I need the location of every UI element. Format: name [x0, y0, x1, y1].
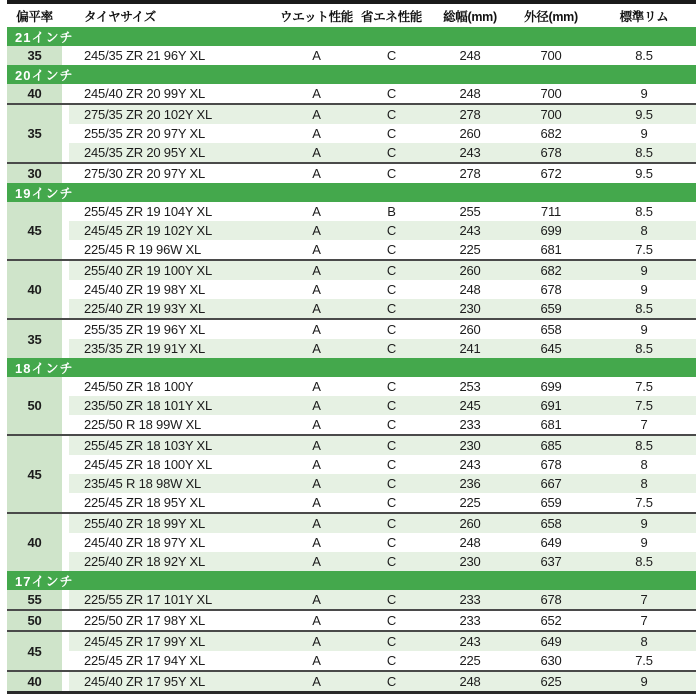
rim-width-cell: 8: [592, 221, 696, 240]
table-row: [7, 124, 696, 143]
overall-width-cell: 233: [430, 415, 510, 435]
overall-width-cell: 248: [430, 84, 510, 104]
aspect-ratio-cell: 55: [7, 590, 62, 610]
table-row: [7, 493, 696, 513]
overall-width-cell: 248: [430, 46, 510, 65]
fuel-efficiency-cell: C: [353, 124, 430, 143]
outer-diameter-cell: 700: [510, 104, 592, 124]
rim-width-cell: 8: [592, 455, 696, 474]
outer-diameter-cell: 711: [510, 202, 592, 221]
fuel-efficiency-cell: C: [353, 280, 430, 299]
overall-width-cell: 260: [430, 513, 510, 533]
wet-grip-cell: A: [280, 202, 353, 221]
tire-size-cell: 225/45 ZR 18 95Y XL: [69, 493, 280, 513]
table-row: [7, 610, 696, 631]
column-header-wet-grip: ウエット性能: [280, 9, 353, 24]
section-header-label: 17インチ: [7, 571, 696, 590]
fuel-efficiency-cell: C: [353, 46, 430, 65]
table-row: [7, 651, 696, 671]
outer-diameter-cell: 678: [510, 590, 592, 610]
wet-grip-cell: A: [280, 435, 353, 455]
tire-size-cell: 255/40 ZR 19 100Y XL: [69, 260, 280, 280]
outer-diameter-cell: 672: [510, 163, 592, 183]
outer-diameter-cell: 630: [510, 651, 592, 671]
fuel-efficiency-cell: C: [353, 260, 430, 280]
section-header-row-3: [7, 358, 696, 377]
fuel-efficiency-cell: C: [353, 377, 430, 396]
fuel-efficiency-cell: C: [353, 435, 430, 455]
fuel-efficiency-cell: C: [353, 163, 430, 183]
rim-width-cell: 8.5: [592, 552, 696, 571]
rim-width-cell: 9: [592, 319, 696, 339]
fuel-efficiency-cell: C: [353, 493, 430, 513]
table-row: [7, 455, 696, 474]
outer-diameter-cell: 682: [510, 124, 592, 143]
table-row: [7, 396, 696, 415]
table-row: [7, 590, 696, 610]
overall-width-cell: 248: [430, 280, 510, 299]
tire-size-cell: 255/45 ZR 19 104Y XL: [69, 202, 280, 221]
rim-width-cell: 7.5: [592, 493, 696, 513]
table-row: [7, 84, 696, 104]
overall-width-cell: 260: [430, 319, 510, 339]
column-header-row: [7, 4, 696, 27]
aspect-ratio-cell: 40: [7, 671, 62, 693]
wet-grip-cell: A: [280, 46, 353, 65]
tire-size-cell: 255/40 ZR 18 99Y XL: [69, 513, 280, 533]
wet-grip-cell: A: [280, 590, 353, 610]
wet-grip-cell: A: [280, 299, 353, 319]
column-gap-cell: [62, 377, 69, 435]
rim-width-cell: 7: [592, 590, 696, 610]
fuel-efficiency-cell: C: [353, 631, 430, 651]
overall-width-cell: 278: [430, 163, 510, 183]
overall-width-cell: 278: [430, 104, 510, 124]
rim-width-cell: 8.5: [592, 435, 696, 455]
rim-width-cell: 9: [592, 124, 696, 143]
overall-width-cell: 243: [430, 631, 510, 651]
outer-diameter-cell: 678: [510, 143, 592, 163]
column-gap-cell: [62, 513, 69, 571]
overall-width-cell: 248: [430, 671, 510, 693]
column-gap-cell: [62, 671, 69, 693]
aspect-ratio-cell: 35: [7, 46, 62, 65]
wet-grip-cell: A: [280, 240, 353, 260]
overall-width-cell: 243: [430, 221, 510, 240]
wet-grip-cell: A: [280, 143, 353, 163]
overall-width-cell: 236: [430, 474, 510, 493]
wet-grip-cell: A: [280, 319, 353, 339]
overall-width-cell: 260: [430, 260, 510, 280]
column-gap-cell: [62, 202, 69, 260]
table-row: [7, 260, 696, 280]
aspect-ratio-cell: 40: [7, 513, 62, 571]
rim-width-cell: 8.5: [592, 202, 696, 221]
tire-size-cell: 225/50 R 18 99W XL: [69, 415, 280, 435]
rim-width-cell: 8.5: [592, 46, 696, 65]
rim-width-cell: 9: [592, 533, 696, 552]
outer-diameter-cell: 699: [510, 377, 592, 396]
column-gap-cell: [62, 46, 69, 65]
rim-width-cell: 9: [592, 84, 696, 104]
outer-diameter-cell: 681: [510, 415, 592, 435]
fuel-efficiency-cell: C: [353, 84, 430, 104]
tire-size-cell: 245/40 ZR 20 99Y XL: [69, 84, 280, 104]
outer-diameter-cell: 691: [510, 396, 592, 415]
wet-grip-cell: A: [280, 260, 353, 280]
column-header-outer-diameter: 外径(mm): [524, 9, 578, 24]
rim-width-cell: 8: [592, 631, 696, 651]
rim-width-cell: 9: [592, 260, 696, 280]
tire-size-cell: 255/45 ZR 18 103Y XL: [69, 435, 280, 455]
outer-diameter-cell: 625: [510, 671, 592, 693]
outer-diameter-cell: 649: [510, 533, 592, 552]
wet-grip-cell: A: [280, 493, 353, 513]
tire-size-cell: 235/45 R 18 98W XL: [69, 474, 280, 493]
fuel-efficiency-cell: C: [353, 455, 430, 474]
rim-width-cell: 9: [592, 513, 696, 533]
rim-width-cell: 7.5: [592, 377, 696, 396]
aspect-ratio-cell: 30: [7, 163, 62, 183]
wet-grip-cell: A: [280, 474, 353, 493]
tire-size-cell: 225/50 ZR 17 98Y XL: [69, 610, 280, 631]
column-gap-cell: [62, 163, 69, 183]
wet-grip-cell: A: [280, 533, 353, 552]
table-row: [7, 552, 696, 571]
column-gap-cell: [62, 319, 69, 358]
wet-grip-cell: A: [280, 610, 353, 631]
section-header-label: 20インチ: [7, 65, 696, 84]
outer-diameter-cell: 659: [510, 493, 592, 513]
outer-diameter-cell: 678: [510, 280, 592, 299]
aspect-ratio-cell: 45: [7, 435, 62, 513]
outer-diameter-cell: 652: [510, 610, 592, 631]
outer-diameter-cell: 667: [510, 474, 592, 493]
tire-size-cell: 225/45 R 19 96W XL: [69, 240, 280, 260]
aspect-ratio-cell: 50: [7, 610, 62, 631]
column-header-tire-size: タイヤサイズ: [84, 9, 156, 24]
outer-diameter-cell: 659: [510, 299, 592, 319]
rim-width-cell: 8.5: [592, 143, 696, 163]
wet-grip-cell: A: [280, 124, 353, 143]
table-row: [7, 631, 696, 651]
wet-grip-cell: A: [280, 513, 353, 533]
column-gap-cell: [62, 590, 69, 610]
fuel-efficiency-cell: C: [353, 396, 430, 415]
table-row: [7, 339, 696, 358]
overall-width-cell: 230: [430, 552, 510, 571]
outer-diameter-cell: 637: [510, 552, 592, 571]
column-header-aspect-ratio: 偏平率: [16, 9, 53, 24]
fuel-efficiency-cell: C: [353, 610, 430, 631]
rim-width-cell: 7.5: [592, 651, 696, 671]
fuel-efficiency-cell: C: [353, 221, 430, 240]
tire-size-cell: 225/40 ZR 19 93Y XL: [69, 299, 280, 319]
aspect-ratio-cell: 40: [7, 84, 62, 104]
wet-grip-cell: A: [280, 631, 353, 651]
overall-width-cell: 245: [430, 396, 510, 415]
wet-grip-cell: A: [280, 104, 353, 124]
table-row: [7, 280, 696, 299]
tire-size-cell: 245/45 ZR 17 99Y XL: [69, 631, 280, 651]
rim-width-cell: 9.5: [592, 104, 696, 124]
fuel-efficiency-cell: C: [353, 590, 430, 610]
outer-diameter-cell: 700: [510, 84, 592, 104]
overall-width-cell: 225: [430, 493, 510, 513]
overall-width-cell: 230: [430, 435, 510, 455]
fuel-efficiency-cell: C: [353, 651, 430, 671]
fuel-efficiency-cell: C: [353, 513, 430, 533]
table-row: [7, 513, 696, 533]
wet-grip-cell: A: [280, 221, 353, 240]
rim-width-cell: 7: [592, 610, 696, 631]
fuel-efficiency-cell: C: [353, 474, 430, 493]
overall-width-cell: 225: [430, 240, 510, 260]
fuel-efficiency-cell: C: [353, 143, 430, 163]
wet-grip-cell: A: [280, 455, 353, 474]
column-gap-cell: [62, 435, 69, 513]
fuel-efficiency-cell: C: [353, 104, 430, 124]
column-gap-cell: [62, 260, 69, 319]
aspect-ratio-cell: 45: [7, 202, 62, 260]
overall-width-cell: 243: [430, 143, 510, 163]
wet-grip-cell: A: [280, 280, 353, 299]
table-row: [7, 240, 696, 260]
tire-size-cell: 255/35 ZR 20 97Y XL: [69, 124, 280, 143]
column-header-gap: [62, 4, 69, 27]
table-row: [7, 143, 696, 163]
wet-grip-cell: A: [280, 163, 353, 183]
overall-width-cell: 253: [430, 377, 510, 396]
tire-size-cell: 245/45 ZR 18 100Y XL: [69, 455, 280, 474]
tire-size-cell: 235/35 ZR 19 91Y XL: [69, 339, 280, 358]
rim-width-cell: 8: [592, 474, 696, 493]
rim-width-cell: 8.5: [592, 339, 696, 358]
tire-size-cell: 225/40 ZR 18 92Y XL: [69, 552, 280, 571]
wet-grip-cell: A: [280, 339, 353, 358]
outer-diameter-cell: 649: [510, 631, 592, 651]
outer-diameter-cell: 699: [510, 221, 592, 240]
column-header-standard-rim: 標準リム: [619, 9, 669, 24]
aspect-ratio-cell: 35: [7, 319, 62, 358]
tire-size-cell: 245/40 ZR 17 95Y XL: [69, 671, 280, 693]
table-row: [7, 104, 696, 124]
fuel-efficiency-cell: B: [353, 202, 430, 221]
aspect-ratio-cell: 35: [7, 104, 62, 163]
fuel-efficiency-cell: C: [353, 299, 430, 319]
overall-width-cell: 255: [430, 202, 510, 221]
tire-size-cell: 245/35 ZR 20 95Y XL: [69, 143, 280, 163]
fuel-efficiency-cell: C: [353, 533, 430, 552]
outer-diameter-cell: 658: [510, 319, 592, 339]
wet-grip-cell: A: [280, 377, 353, 396]
table-row: [7, 415, 696, 435]
wet-grip-cell: A: [280, 552, 353, 571]
table-row: [7, 435, 696, 455]
rim-width-cell: 9: [592, 671, 696, 693]
outer-diameter-cell: 645: [510, 339, 592, 358]
column-header-overall-width: 総幅(mm): [443, 9, 497, 24]
section-header-row-1: [7, 65, 696, 84]
table-row: [7, 163, 696, 183]
overall-width-cell: 233: [430, 590, 510, 610]
tire-size-cell: 235/50 ZR 18 101Y XL: [69, 396, 280, 415]
table-row: [7, 46, 696, 65]
tire-spec-table: [7, 4, 696, 694]
table-row: [7, 319, 696, 339]
column-gap-cell: [62, 104, 69, 163]
column-gap-cell: [62, 631, 69, 671]
tire-size-cell: 255/35 ZR 19 96Y XL: [69, 319, 280, 339]
tire-size-cell: 245/50 ZR 18 100Y: [69, 377, 280, 396]
tire-size-cell: 245/45 ZR 19 102Y XL: [69, 221, 280, 240]
table-row: [7, 671, 696, 693]
rim-width-cell: 7: [592, 415, 696, 435]
outer-diameter-cell: 682: [510, 260, 592, 280]
section-header-label: 18インチ: [7, 358, 696, 377]
section-header-row-0: [7, 27, 696, 46]
overall-width-cell: 243: [430, 455, 510, 474]
table-row: [7, 202, 696, 221]
overall-width-cell: 230: [430, 299, 510, 319]
overall-width-cell: 225: [430, 651, 510, 671]
fuel-efficiency-cell: C: [353, 240, 430, 260]
rim-width-cell: 7.5: [592, 240, 696, 260]
outer-diameter-cell: 678: [510, 455, 592, 474]
section-header-row-4: [7, 571, 696, 590]
wet-grip-cell: A: [280, 671, 353, 693]
outer-diameter-cell: 658: [510, 513, 592, 533]
section-header-label: 19インチ: [7, 183, 696, 202]
wet-grip-cell: A: [280, 651, 353, 671]
table-row: [7, 377, 696, 396]
aspect-ratio-cell: 40: [7, 260, 62, 319]
table-row: [7, 221, 696, 240]
rim-width-cell: 8.5: [592, 299, 696, 319]
column-header-fuel-efficiency: 省エネ性能: [360, 9, 422, 24]
fuel-efficiency-cell: C: [353, 552, 430, 571]
wet-grip-cell: A: [280, 396, 353, 415]
aspect-ratio-cell: 45: [7, 631, 62, 671]
tire-size-cell: 245/40 ZR 19 98Y XL: [69, 280, 280, 299]
outer-diameter-cell: 700: [510, 46, 592, 65]
column-gap-cell: [62, 610, 69, 631]
section-header-label: 21インチ: [7, 27, 696, 46]
table-row: [7, 299, 696, 319]
wet-grip-cell: A: [280, 415, 353, 435]
rim-width-cell: 7.5: [592, 396, 696, 415]
fuel-efficiency-cell: C: [353, 671, 430, 693]
overall-width-cell: 260: [430, 124, 510, 143]
overall-width-cell: 248: [430, 533, 510, 552]
overall-width-cell: 233: [430, 610, 510, 631]
table-row: [7, 474, 696, 493]
overall-width-cell: 241: [430, 339, 510, 358]
rim-width-cell: 9: [592, 280, 696, 299]
fuel-efficiency-cell: C: [353, 415, 430, 435]
column-gap-cell: [62, 84, 69, 104]
tire-size-cell: 275/30 ZR 20 97Y XL: [69, 163, 280, 183]
fuel-efficiency-cell: C: [353, 339, 430, 358]
tire-size-cell: 275/35 ZR 20 102Y XL: [69, 104, 280, 124]
tire-size-cell: 225/45 ZR 17 94Y XL: [69, 651, 280, 671]
outer-diameter-cell: 685: [510, 435, 592, 455]
wet-grip-cell: A: [280, 84, 353, 104]
tire-size-cell: 245/40 ZR 18 97Y XL: [69, 533, 280, 552]
outer-diameter-cell: 681: [510, 240, 592, 260]
tire-size-cell: 245/35 ZR 21 96Y XL: [69, 46, 280, 65]
rim-width-cell: 9.5: [592, 163, 696, 183]
fuel-efficiency-cell: C: [353, 319, 430, 339]
section-header-row-2: [7, 183, 696, 202]
aspect-ratio-cell: 50: [7, 377, 62, 435]
tire-size-cell: 225/55 ZR 17 101Y XL: [69, 590, 280, 610]
table-row: [7, 533, 696, 552]
